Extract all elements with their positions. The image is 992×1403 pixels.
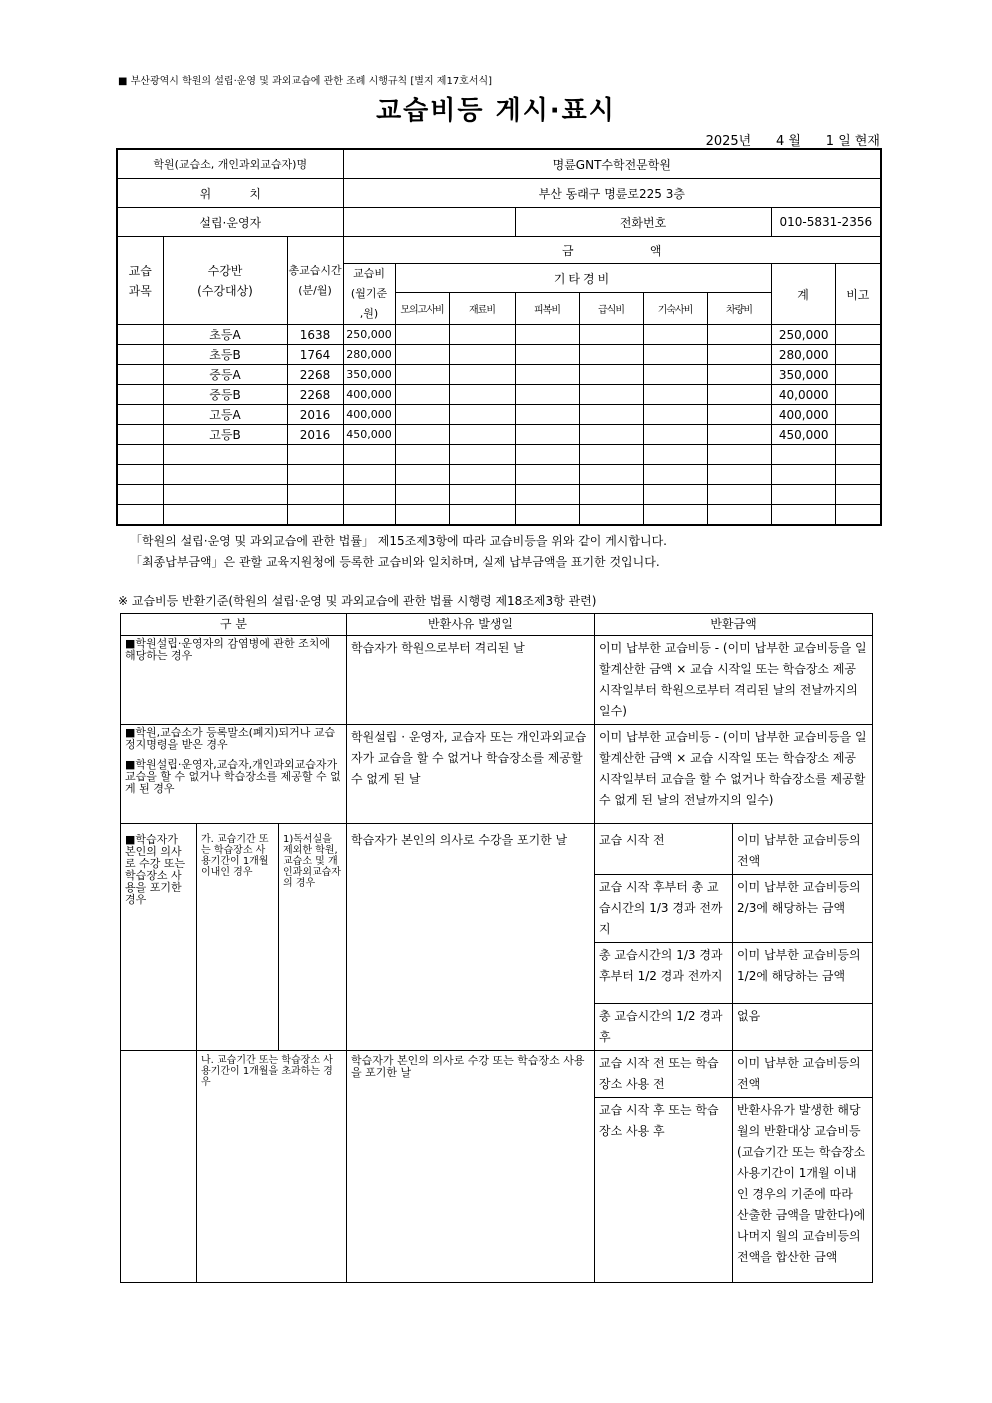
cell-remarks (835, 325, 881, 345)
cell-materials (449, 385, 515, 405)
cell-meals (579, 485, 643, 505)
cell-vehicle (707, 385, 771, 405)
cell-vehicle (707, 345, 771, 365)
location-label: 위 치 (117, 179, 343, 208)
r3-case-2-when: 교습 시작 후부터 총 교습시간의 1/3 경과 전까지 (595, 875, 733, 943)
r3-case-3-when: 총 교습시간의 1/3 경과 후부터 1/2 경과 전까지 (595, 943, 733, 1004)
cell-total (771, 505, 835, 526)
header-amount: 금 액 (343, 237, 881, 264)
cell-materials (449, 425, 515, 445)
r1-date: 학습자가 학원으로부터 격리된 날 (347, 636, 595, 725)
cell-dormitory (643, 405, 707, 425)
cell-remarks (835, 405, 881, 425)
cell-materials (449, 405, 515, 425)
page-title: 교습비등 게시·표시 (376, 96, 616, 126)
form-reference: ■ 부산광역시 학원의 설립·운영 및 과외교습에 관한 조례 시행규칙 [별지 제17호서식] (118, 76, 493, 87)
r2-category-a: ■학원,교습소가 등록말소(폐지)되거나 교습정지명령을 받은 경우 (125, 726, 336, 751)
cell-subject (117, 405, 163, 425)
r3-sub-a: 가. 교습기간 또는 학습장소 사용기간이 1개월 이내인 경우 (197, 824, 279, 1051)
col-refund-date: 반환사유 발생일 (347, 614, 595, 636)
cell-vehicle (707, 405, 771, 425)
cell-clothing (515, 465, 579, 485)
cell-remarks (835, 445, 881, 465)
cell-meals (579, 365, 643, 385)
cell-subject (117, 365, 163, 385)
cell-total (771, 445, 835, 465)
cell-tuition: 400,000 (343, 405, 395, 425)
cell-dormitory (643, 325, 707, 345)
cell-remarks (835, 365, 881, 385)
cell-hours (287, 465, 343, 485)
r3-case-4-when: 총 교습시간의 1/2 경과 후 (595, 1004, 733, 1051)
phone-label: 전화번호 (515, 208, 771, 237)
cell-subject (117, 325, 163, 345)
cell-class (163, 485, 287, 505)
cell-vehicle (707, 465, 771, 485)
cell-tuition (343, 445, 395, 465)
cell-materials (449, 465, 515, 485)
cell-dormitory (643, 505, 707, 526)
cell-vehicle (707, 325, 771, 345)
r3-case-3-amount: 이미 납부한 교습비등의 1/2에 해당하는 금액 (733, 943, 873, 1004)
cell-mock-exam (395, 505, 449, 526)
col-category: 구 분 (121, 614, 347, 636)
cell-mock-exam (395, 465, 449, 485)
cell-class (163, 445, 287, 465)
r4-case-2-when: 교습 시작 후 또는 학습장소 사용 후 (595, 1098, 733, 1283)
cell-class: 고등B (163, 425, 287, 445)
cell-remarks (835, 425, 881, 445)
cell-meals (579, 405, 643, 425)
header-other-costs: 기타경비 (395, 264, 771, 293)
cell-materials (449, 325, 515, 345)
cell-mock-exam (395, 385, 449, 405)
cell-clothing (515, 405, 579, 425)
cell-meals (579, 345, 643, 365)
cell-dormitory (643, 425, 707, 445)
cell-clothing (515, 365, 579, 385)
cell-vehicle (707, 365, 771, 385)
note-final-amount: 「최종납부금액」은 관할 교육지원청에 등록한 교습비와 일치하며, 실제 납부금액을 표기한 것입니다. (130, 555, 660, 569)
cell-tuition: 250,000 (343, 325, 395, 345)
cell-class: 중등B (163, 385, 287, 405)
r2-amount: 이미 납부한 교습비등 - (이미 납부한 교습비등을 일할계산한 금액 × 교습 시작일 또는 학습장소 제공 시작일부터 교습을 할 수 없거나 학습장소를 제공할 수 없게 된 날의 전날까지의 일수) (595, 725, 873, 824)
cell-remarks (835, 385, 881, 405)
academy-name-label: 학원(교습소, 개인과외교습자)명 (117, 149, 343, 179)
cell-dormitory (643, 465, 707, 485)
cell-subject (117, 385, 163, 405)
cell-remarks (835, 485, 881, 505)
fee-row (117, 485, 881, 505)
cell-materials (449, 345, 515, 365)
cell-mock-exam (395, 345, 449, 365)
cell-tuition (343, 465, 395, 485)
cell-clothing (515, 425, 579, 445)
header-meals: 급식비 (579, 293, 643, 325)
cell-hours: 2016 (287, 425, 343, 445)
cell-tuition (343, 505, 395, 526)
header-remarks: 비고 (835, 264, 881, 325)
header-class: 수강반 (수강대상) (163, 237, 287, 325)
fee-table (116, 148, 882, 526)
cell-mock-exam (395, 425, 449, 445)
cell-hours: 1638 (287, 325, 343, 345)
r1-amount: 이미 납부한 교습비등 - (이미 납부한 교습비등을 일할계산한 금액 × 교습 시작일 또는 학습장소 제공 시작일부터 학원으로부터 격리된 날의 전날까지의 일수) (595, 636, 873, 725)
header-clothing: 피복비 (515, 293, 579, 325)
cell-mock-exam (395, 405, 449, 425)
fee-row (117, 385, 881, 405)
header-total: 계 (771, 264, 835, 325)
cell-dormitory (643, 485, 707, 505)
posting-date: 2025년 4 월 1 일 현재 (705, 134, 880, 149)
r1-category: ■학원설립·운영자의 감염병에 관한 조치에 해당하는 경우 (121, 636, 347, 725)
cell-total: 350,000 (771, 365, 835, 385)
operator-value (343, 208, 515, 237)
fee-row (117, 365, 881, 385)
r3-case-1-amount: 이미 납부한 교습비등의 전액 (733, 824, 873, 875)
cell-remarks (835, 465, 881, 485)
fee-row (117, 505, 881, 526)
cell-mock-exam (395, 325, 449, 345)
location-value: 부산 동래구 명륜로225 3층 (343, 179, 881, 208)
cell-tuition: 450,000 (343, 425, 395, 445)
header-materials: 재료비 (449, 293, 515, 325)
cell-hours: 1764 (287, 345, 343, 365)
cell-class (163, 465, 287, 485)
cell-clothing (515, 445, 579, 465)
fee-row (117, 445, 881, 465)
cell-subject (117, 425, 163, 445)
cell-materials (449, 485, 515, 505)
cell-remarks (835, 345, 881, 365)
r3-date: 학습자가 본인의 의사로 수강을 포기한 날 (347, 824, 595, 1051)
cell-tuition: 400,000 (343, 385, 395, 405)
cell-dormitory (643, 385, 707, 405)
r3-case-2-amount: 이미 납부한 교습비등의 2/3에 해당하는 금액 (733, 875, 873, 943)
r3-case-4-amount: 없음 (733, 1004, 873, 1051)
cell-mock-exam (395, 445, 449, 465)
phone-value: 010-5831-2356 (771, 208, 881, 237)
cell-hours: 2268 (287, 385, 343, 405)
cell-subject (117, 345, 163, 365)
header-vehicle: 차량비 (707, 293, 771, 325)
cell-clothing (515, 325, 579, 345)
cell-vehicle (707, 445, 771, 465)
cell-total: 400,000 (771, 405, 835, 425)
r2-category-b: ■학원설립·운영자,교습자,개인과외교습자가 교습을 할 수 없거나 학습장소를 제공할 수 없게 된 경우 (125, 758, 341, 795)
cell-dormitory (643, 365, 707, 385)
fee-row (117, 405, 881, 425)
cell-mock-exam (395, 485, 449, 505)
r4-case-2-amount: 반환사유가 발생한 해당 월의 반환대상 교습비등(교습기간 또는 학습장소 사용기간이 1개월 이내인 경우의 기준에 따라 산출한 금액을 말한다)에 나머지 월의 교습비등의 전액을 합산한 금액 (733, 1098, 873, 1283)
academy-name-value: 명륜GNT수학전문학원 (343, 149, 881, 179)
cell-materials (449, 505, 515, 526)
cell-dormitory (643, 345, 707, 365)
cell-total (771, 465, 835, 485)
cell-total: 280,000 (771, 345, 835, 365)
r4-case-1-when: 교습 시작 전 또는 학습장소 사용 전 (595, 1051, 733, 1098)
fee-row (117, 425, 881, 445)
cell-total: 450,000 (771, 425, 835, 445)
cell-meals (579, 325, 643, 345)
fee-rows (117, 325, 881, 526)
header-tuition: 교습비 (월기준 ,원) (343, 264, 395, 325)
cell-hours (287, 445, 343, 465)
note-posting: 「학원의 설립·운영 및 과외교습에 관한 법률」 제15조제3항에 따라 교습비등을 위와 같이 게시합니다. (130, 534, 667, 548)
cell-clothing (515, 485, 579, 505)
cell-materials (449, 365, 515, 385)
cell-tuition: 350,000 (343, 365, 395, 385)
cell-subject (117, 465, 163, 485)
cell-meals (579, 385, 643, 405)
fee-row (117, 345, 881, 365)
cell-tuition: 280,000 (343, 345, 395, 365)
cell-total (771, 485, 835, 505)
cell-class: 초등A (163, 325, 287, 345)
cell-hours: 2016 (287, 405, 343, 425)
refund-heading: ※ 교습비등 반환기준(학원의 설립·운영 및 과외교습에 관한 법률 시행령 제18조제3항 관련) (118, 594, 597, 608)
cell-meals (579, 445, 643, 465)
cell-meals (579, 505, 643, 526)
header-subject: 교습 과목 (117, 237, 163, 325)
cell-total: 250,000 (771, 325, 835, 345)
cell-hours (287, 505, 343, 526)
operator-label: 설립·운영자 (117, 208, 343, 237)
header-dormitory: 기숙사비 (643, 293, 707, 325)
cell-clothing (515, 505, 579, 526)
cell-hours: 2268 (287, 365, 343, 385)
cell-mock-exam (395, 365, 449, 385)
cell-subject (117, 485, 163, 505)
r3-case-1-when: 교습 시작 전 (595, 824, 733, 875)
cell-subject (117, 505, 163, 526)
cell-vehicle (707, 485, 771, 505)
cell-clothing (515, 345, 579, 365)
cell-clothing (515, 385, 579, 405)
cell-class (163, 505, 287, 526)
cell-total: 40,0000 (771, 385, 835, 405)
cell-vehicle (707, 425, 771, 445)
cell-meals (579, 465, 643, 485)
header-hours: 총교습시간(분/월) (287, 237, 343, 325)
r4-case-1-amount: 이미 납부한 교습비등의 전액 (733, 1051, 873, 1098)
fee-row (117, 465, 881, 485)
r2-date: 학원설립 · 운영자, 교습자 또는 개인과외교습자가 교습을 할 수 없거나 학습장소를 제공할 수 없게 된 날 (347, 725, 595, 824)
r4-date: 학습자가 본인의 의사로 수강 또는 학습장소 사용을 포기한 날 (347, 1051, 595, 1283)
fee-row (117, 325, 881, 345)
cell-dormitory (643, 445, 707, 465)
r3-sub-a-detail: 1)독서실을 제외한 학원,교습소 및 개인과외교습자의 경우 (279, 824, 347, 1051)
cell-class: 초등B (163, 345, 287, 365)
cell-class: 중등A (163, 365, 287, 385)
cell-remarks (835, 505, 881, 526)
refund-table (120, 613, 873, 1283)
cell-hours (287, 485, 343, 505)
header-mock-exam: 모의고사비 (395, 293, 449, 325)
r2-category (121, 725, 347, 824)
r3-category: ■학습자가 본인의 의사로 수강 또는 학습장소 사용을 포기한 경우 (121, 824, 197, 1051)
cell-tuition (343, 485, 395, 505)
cell-subject (117, 445, 163, 465)
cell-class: 고등A (163, 405, 287, 425)
col-refund-amount: 반환금액 (595, 614, 873, 636)
cell-materials (449, 445, 515, 465)
r4-sub: 나. 교습기간 또는 학습장소 사용기간이 1개월을 초과하는 경우 (197, 1051, 347, 1283)
cell-meals (579, 425, 643, 445)
r4-category-blank (121, 1051, 197, 1283)
cell-vehicle (707, 505, 771, 526)
